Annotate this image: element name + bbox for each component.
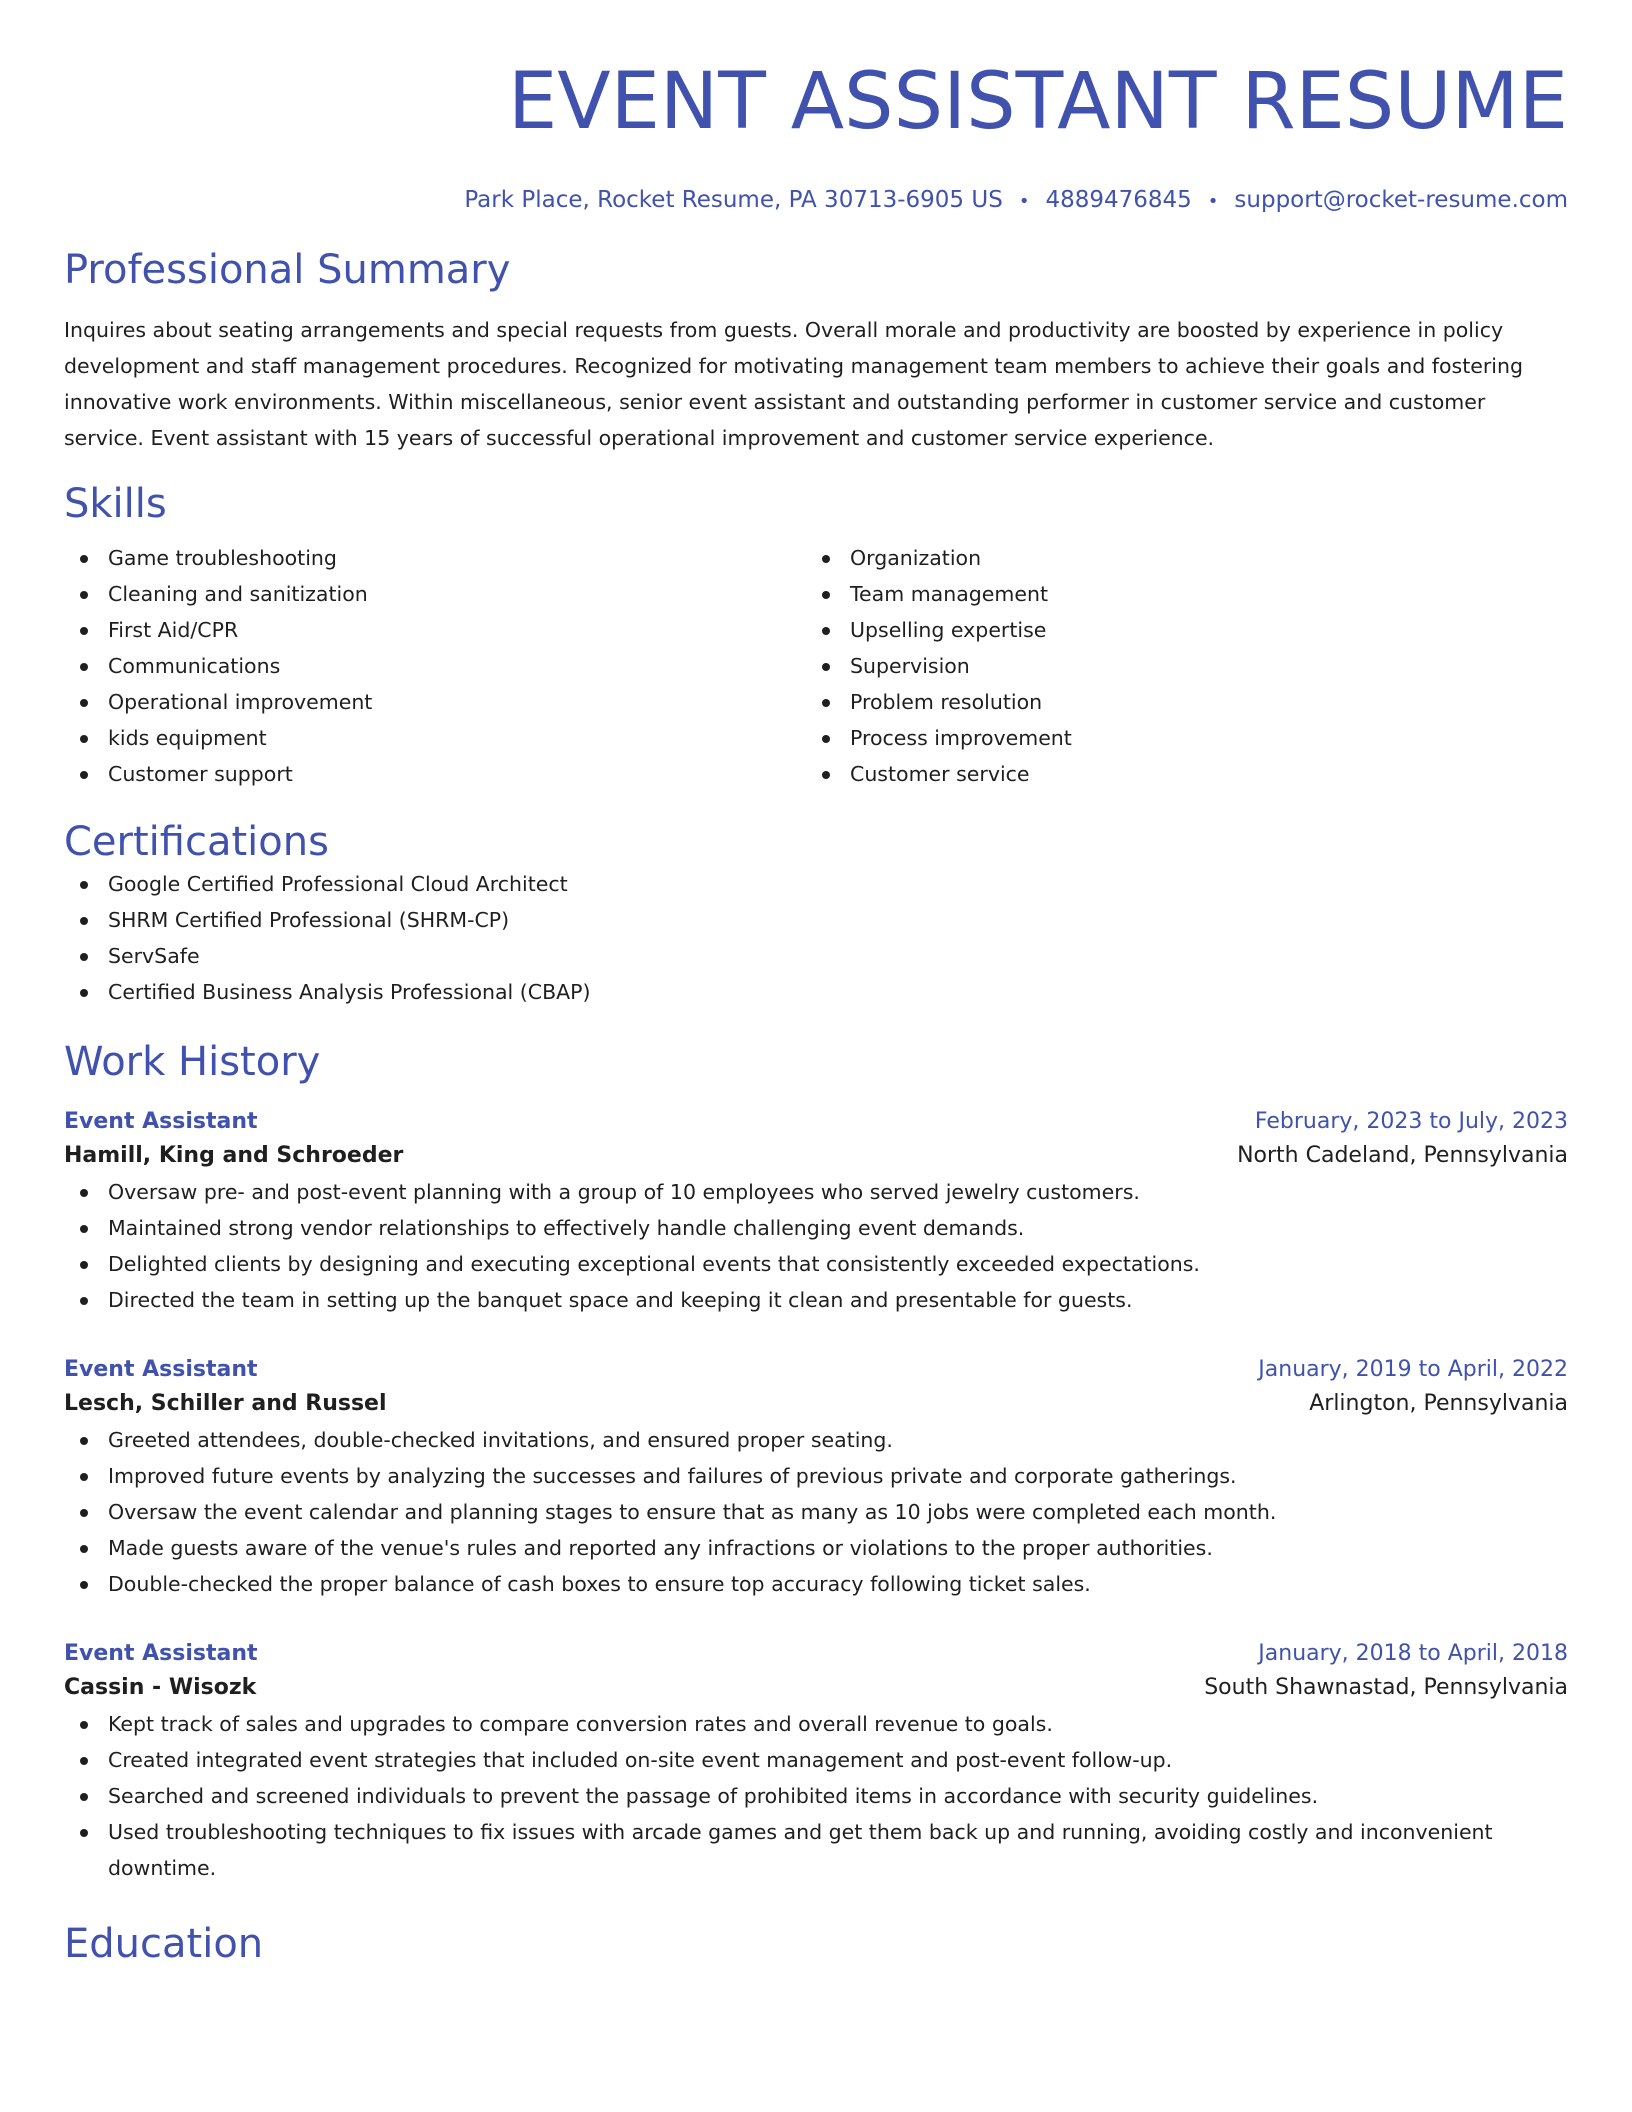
certifications-heading: Certifications bbox=[64, 819, 329, 865]
resume-page bbox=[64, 0, 1568, 1968]
job-employer-row bbox=[64, 1386, 1568, 1422]
job-duties bbox=[64, 1706, 1568, 1886]
duty-item: Made guests aware of the venue's rules and reported any infractions or violations to the proper authorities. bbox=[64, 1530, 1568, 1566]
job-dates: January, 2019 to April, 2022 bbox=[1258, 1357, 1568, 1382]
skill-item: kids equipment bbox=[64, 720, 806, 756]
skills-heading: Skills bbox=[64, 481, 167, 527]
duty-item: Oversaw the event calendar and planning stages to ensure that as many as 10 jobs were completed each month. bbox=[64, 1494, 1568, 1530]
job-company: Cassin - Wisozk bbox=[64, 1675, 257, 1700]
skill-item: First Aid/CPR bbox=[64, 612, 806, 648]
job-employer-row bbox=[64, 1670, 1568, 1706]
duty-item: Maintained strong vendor relationships to effectively handle challenging event demands. bbox=[64, 1210, 1568, 1246]
job-duties bbox=[64, 1422, 1568, 1602]
job-dates: January, 2018 to April, 2018 bbox=[1258, 1641, 1568, 1666]
duty-item: Delighted clients by designing and executing exceptional events that consistently exceeded expectations. bbox=[64, 1246, 1568, 1282]
resume-title: EVENT ASSISTANT RESUME bbox=[507, 57, 1568, 147]
contact-phone: 4889476845 bbox=[1045, 187, 1192, 213]
summary-text: Inquires about seating arrangements and special requests from guests. Overall morale and productivity are boosted by experience in policy development and staff management procedures. Recognized for motivating management team members to achieve their goals and fostering innovative work environments. Within miscellaneous, senior event assistant and outstanding performer in customer service and customer service. Event assistant with 15 years of successful operational improvement and customer service experience. bbox=[64, 318, 1523, 450]
contact-email[interactable]: support@rocket-resume.com bbox=[1234, 187, 1568, 213]
certification-item: Certified Business Analysis Professional (CBAP) bbox=[64, 974, 1568, 1010]
duty-item: Kept track of sales and upgrades to compare conversion rates and overall revenue to goals. bbox=[64, 1706, 1568, 1742]
job-header-row bbox=[64, 1106, 1568, 1138]
job-role: Event Assistant bbox=[64, 1357, 258, 1382]
job-location: South Shawnastad, Pennsylvania bbox=[1204, 1675, 1568, 1700]
job-location: Arlington, Pennsylvania bbox=[1309, 1391, 1568, 1416]
skill-item: Team management bbox=[806, 576, 1548, 612]
skills-column-right bbox=[806, 540, 1548, 792]
job-role: Event Assistant bbox=[64, 1641, 258, 1666]
duty-item: Improved future events by analyzing the successes and failures of previous private and corporate gatherings. bbox=[64, 1458, 1568, 1494]
duty-item: Greeted attendees, double-checked invitations, and ensured proper seating. bbox=[64, 1422, 1568, 1458]
skill-item: Operational improvement bbox=[64, 684, 806, 720]
job-header-row bbox=[64, 1354, 1568, 1386]
skill-item: Game troubleshooting bbox=[64, 540, 806, 576]
certification-item: SHRM Certified Professional (SHRM-CP) bbox=[64, 902, 1568, 938]
skill-item: Cleaning and sanitization bbox=[64, 576, 806, 612]
skill-item: Organization bbox=[806, 540, 1548, 576]
job-dates: February, 2023 to July, 2023 bbox=[1254, 1109, 1568, 1134]
skill-item: Problem resolution bbox=[806, 684, 1548, 720]
work-history-heading: Work History bbox=[64, 1039, 321, 1085]
duty-item: Directed the team in setting up the banquet space and keeping it clean and presentable for guests. bbox=[64, 1282, 1568, 1318]
skill-item: Customer service bbox=[806, 756, 1548, 792]
job-entry bbox=[64, 1106, 1568, 1318]
contact-line bbox=[64, 186, 1568, 216]
contact-address: Park Place, Rocket Resume, PA 30713-6905 US bbox=[464, 187, 1003, 213]
certifications-list bbox=[64, 866, 1568, 1010]
job-role: Event Assistant bbox=[64, 1109, 258, 1134]
skill-item: Customer support bbox=[64, 756, 806, 792]
job-location: North Cadeland, Pennsylvania bbox=[1237, 1143, 1568, 1168]
certification-item: ServSafe bbox=[64, 938, 1568, 974]
duty-item: Double-checked the proper balance of cash boxes to ensure top accuracy following ticket sales. bbox=[64, 1566, 1568, 1602]
contact-separator: • bbox=[1207, 191, 1219, 212]
job-employer-row bbox=[64, 1138, 1568, 1174]
skills-column-left bbox=[64, 540, 806, 792]
duty-item: Created integrated event strategies that included on-site event management and post-event follow-up. bbox=[64, 1742, 1568, 1778]
job-duties bbox=[64, 1174, 1568, 1318]
skill-item: Supervision bbox=[806, 648, 1548, 684]
summary-heading: Professional Summary bbox=[64, 247, 511, 293]
education-heading: Education bbox=[64, 1921, 264, 1967]
job-entry bbox=[64, 1638, 1568, 1886]
certification-item: Google Certified Professional Cloud Architect bbox=[64, 866, 1568, 902]
job-header-row bbox=[64, 1638, 1568, 1670]
duty-item: Used troubleshooting techniques to fix issues with arcade games and get them back up and running, avoiding costly and inconvenient downtime. bbox=[64, 1814, 1568, 1886]
skill-item: Process improvement bbox=[806, 720, 1548, 756]
job-company: Lesch, Schiller and Russel bbox=[64, 1391, 387, 1416]
skill-item: Communications bbox=[64, 648, 806, 684]
job-company: Hamill, King and Schroeder bbox=[64, 1143, 404, 1168]
contact-separator: • bbox=[1018, 191, 1030, 212]
skill-item: Upselling expertise bbox=[806, 612, 1548, 648]
duty-item: Oversaw pre- and post-event planning with a group of 10 employees who served jewelry customers. bbox=[64, 1174, 1568, 1210]
job-entry bbox=[64, 1354, 1568, 1602]
duty-item: Searched and screened individuals to prevent the passage of prohibited items in accordance with security guidelines. bbox=[64, 1778, 1568, 1814]
skills-grid bbox=[64, 540, 1568, 792]
